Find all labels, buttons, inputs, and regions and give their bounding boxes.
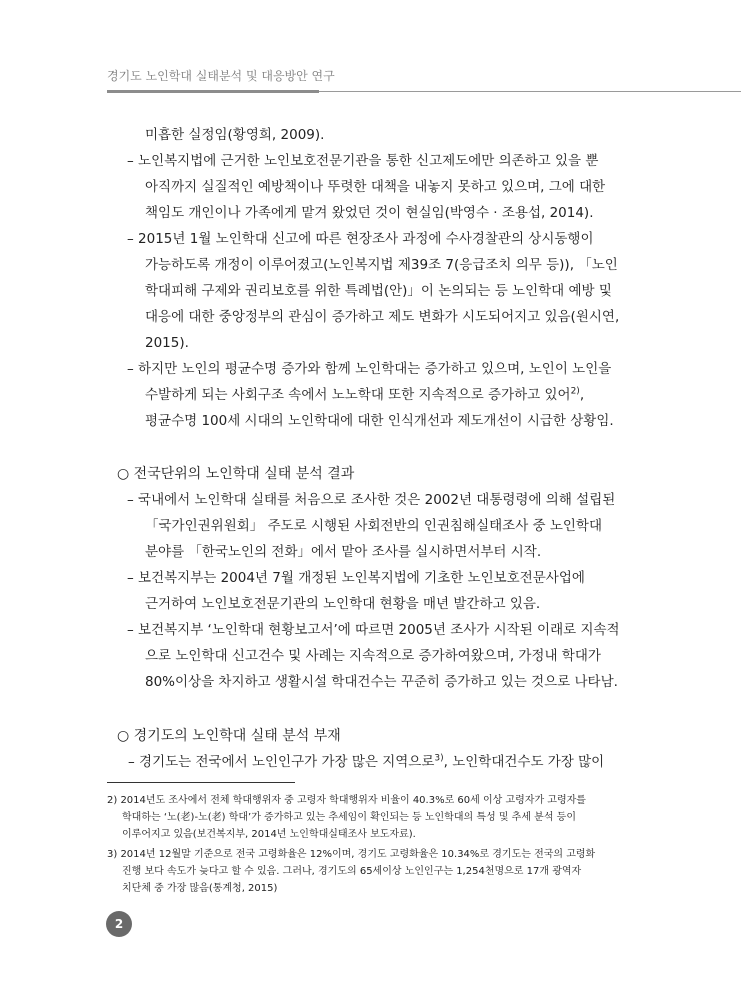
body-line: – 보건복지부 ‘노인학대 현황보고서’에 따르면 2005년 조사가 시작된 이래로 지속적 bbox=[127, 622, 620, 638]
body-line: – 국내에서 노인학대 실태를 처음으로 조사한 것은 2002년 대통령령에 의해 설립된 bbox=[127, 492, 616, 508]
body-line: 가능하도록 개정이 이루어졌고(노인복지법 제39조 7(응급조치 의무 등)), 「노인 bbox=[145, 257, 618, 273]
section-heading: ○ 경기도의 노인학대 실태 분석 부재 bbox=[117, 728, 341, 744]
body-line: 대응에 대한 중앙정부의 관심이 증가하고 제도 변화가 시도되어지고 있음(원시연, bbox=[145, 309, 620, 325]
footnote-line: 학대하는 ‘노(老)-노(老) 학대’가 증가하고 있는 추세임이 확인되는 등 노인학대의 특성 및 추세 분석 등이 bbox=[122, 812, 576, 823]
body-line: 으로 노인학대 신고건수 및 사례는 지속적으로 증가하여왔으며, 가정내 학대가 bbox=[145, 648, 601, 664]
footnote-ref[interactable]: 2) bbox=[570, 386, 580, 397]
footnote-line: 2) 2014년도 조사에서 전체 학대행위자 중 고령자 학대행위자 비율이 40.3%로 60세 이상 고령자가 고령자를 bbox=[107, 795, 586, 806]
body-line bbox=[128, 753, 604, 771]
body-line-text: , 노인학대건수도 가장 많이 bbox=[443, 754, 605, 770]
body-line-text: 수발하게 되는 사회구조 속에서 노노학대 또한 지속적으로 증가하고 있어 bbox=[145, 387, 571, 403]
footnote-line: 치단체 중 가장 많음(통계청, 2015) bbox=[122, 883, 278, 894]
body-line: – 2015년 1월 노인학대 신고에 따른 현장조사 과정에 수사경찰관의 상시동행이 bbox=[127, 231, 594, 247]
footnote-line: 이루어지고 있음(보건복지부, 2014년 노인학대실태조사 보도자료). bbox=[122, 829, 416, 840]
body-line: – 노인복지법에 근거한 노인보호전문기관을 통한 신고제도에만 의존하고 있을 뿐 bbox=[127, 153, 599, 169]
body-line: 미흡한 실정임(황영희, 2009). bbox=[145, 127, 325, 143]
footnote-line: 3) 2014년 12월말 기준으로 전국 고령화율은 12%이며, 경기도 고령화율은 10.34%로 경기도는 전국의 고령화 bbox=[107, 849, 596, 860]
body-line: 2015). bbox=[145, 335, 189, 351]
footnote-ref[interactable]: 3) bbox=[434, 753, 444, 764]
body-line-text: – 경기도는 전국에서 노인인구가 가장 많은 지역으로 bbox=[128, 754, 435, 770]
body-line: – 보건복지부는 2004년 7월 개정된 노인복지법에 기초한 노인보호전문사업에 bbox=[127, 570, 585, 586]
body-line: 분야를 「한국노인의 전화」에서 맡아 조사를 실시하면서부터 시작. bbox=[145, 544, 542, 560]
body-line: 「국가인권위원회」 주도로 시행된 사회전반의 인권침해실태조사 중 노인학대 bbox=[145, 518, 603, 534]
footnote-line: 진행 보다 속도가 늦다고 할 수 있음. 그러나, 경기도의 65세이상 노인인구는 1,254천명으로 17개 광역자 bbox=[122, 866, 582, 877]
running-header: 경기도 노인학대 실태분석 및 대응방안 연구 bbox=[107, 69, 335, 83]
header-rule-accent bbox=[107, 90, 319, 93]
body-line: 수발하게 되는 사회구조 속에서 노노학대 또한 지속적으로 증가하고 있어$^{2)}$, bbox=[145, 386, 585, 403]
body-line: 80%이상을 차지하고 생활시설 학대건수는 꾸준히 증가하고 있는 것으로 나타남. bbox=[145, 674, 618, 690]
body-line: 아직까지 실질적인 예방책이나 뚜렷한 대책을 내놓지 못하고 있으며, 그에 대한 bbox=[145, 179, 606, 195]
body-line: 근거하여 노인보호전문기관의 노인학대 현황을 매년 발간하고 있음. bbox=[145, 596, 541, 612]
body-line: – 하지만 노인의 평균수명 증가와 함께 노인학대는 증가하고 있으며, 노인이 노인을 bbox=[127, 361, 612, 377]
page-number-badge: 2 bbox=[106, 911, 132, 937]
body-line: 책임도 개인이나 가족에게 맡겨 왔었던 것이 현실임(박영수 · 조용섭, 2014). bbox=[145, 205, 594, 221]
footnote-rule bbox=[107, 782, 295, 783]
section-heading: ○ 전국단위의 노인학대 실태 분석 결과 bbox=[117, 466, 355, 482]
body-line: 학대피해 구제와 권리보호를 위한 특례법(안)」이 논의되는 등 노인학대 예방 및 bbox=[145, 283, 612, 299]
body-line: 평균수명 100세 시대의 노인학대에 대한 인식개선과 제도개선이 시급한 상황임. bbox=[145, 413, 614, 429]
